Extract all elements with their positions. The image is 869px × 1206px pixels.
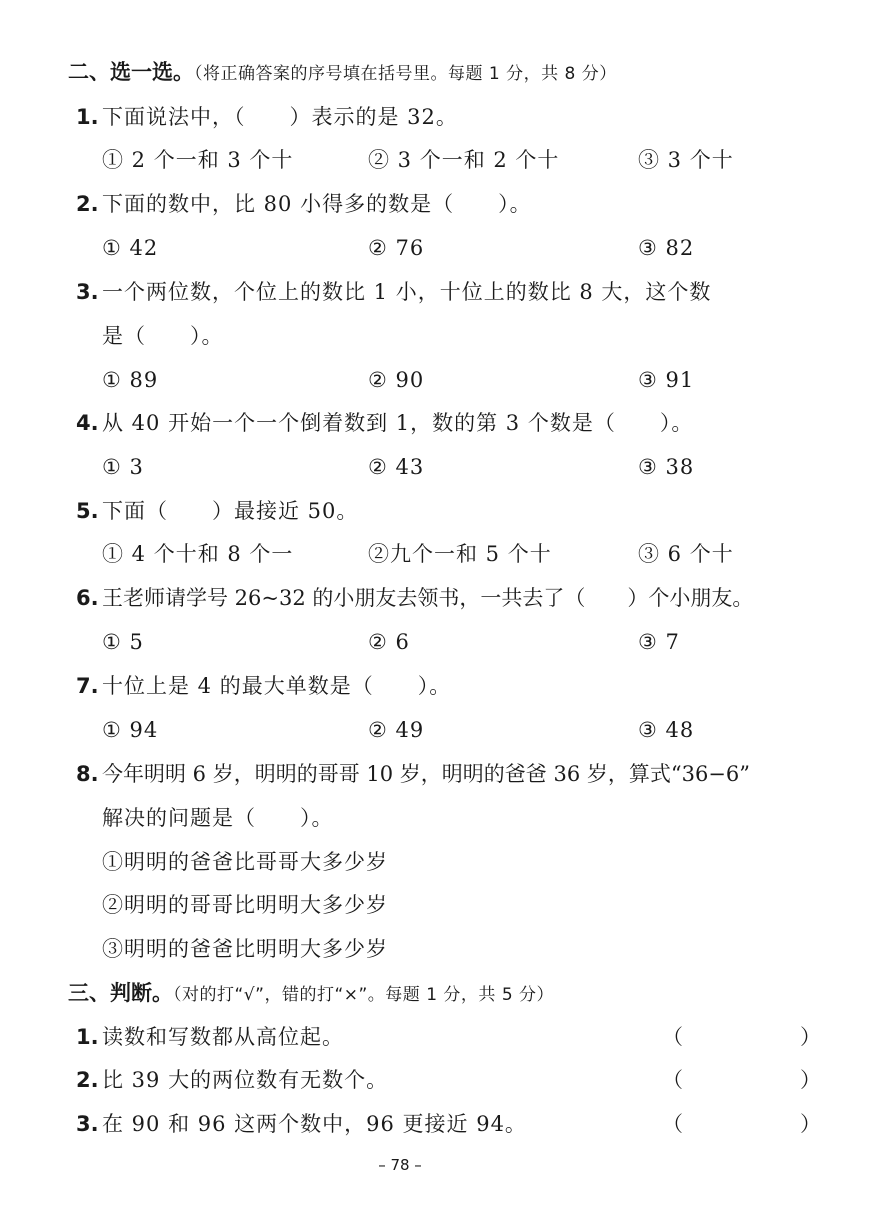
- option-1: ①明明的爸爸比哥哥大多少岁: [102, 850, 388, 874]
- option-3: ③ 7: [638, 630, 680, 654]
- option-2: ② 6: [368, 630, 410, 654]
- option-2: ②九个一和 5 个十: [368, 542, 552, 566]
- question-number: 6.: [76, 586, 99, 610]
- option-row-8a: [0, 840, 800, 884]
- option-3: ③ 91: [638, 368, 695, 392]
- question-text: 读数和写数都从高位起。: [102, 1025, 344, 1049]
- options-row-4: [0, 445, 800, 489]
- question-number: 1.: [76, 105, 99, 129]
- option-1: ① 3: [102, 455, 144, 479]
- judgment-1: [0, 1015, 869, 1059]
- option-3: ③ 6 个十: [638, 542, 734, 566]
- answer-box[interactable]: （ ）: [662, 1025, 869, 1049]
- option-1: ① 89: [102, 368, 159, 392]
- question-number: 2.: [76, 192, 99, 216]
- question-text: 今年明明 6 岁，明明的哥哥 10 岁，明明的爸爸 36 岁，算式“36−6”: [102, 762, 751, 786]
- question-number: 8.: [76, 762, 99, 786]
- question-text: 下面说法中，（ ）表示的是 32。: [102, 105, 458, 129]
- option-3: ③ 82: [638, 236, 695, 260]
- section2-heading: 二、选一选。: [68, 60, 194, 84]
- question-6: [0, 576, 800, 620]
- option-1: ① 94: [102, 718, 159, 742]
- question-8: [0, 752, 800, 796]
- option-3: ③ 3 个十: [638, 148, 734, 172]
- option-1: ① 4 个十和 8 个一: [102, 542, 294, 566]
- question-text: 下面（ ）最接近 50。: [102, 499, 359, 523]
- question-number: 5.: [76, 499, 99, 523]
- question-text: 比 39 大的两位数有无数个。: [102, 1068, 389, 1092]
- options-row-2: [0, 226, 800, 270]
- option-row-8b: [0, 883, 800, 927]
- options-row-1: [0, 138, 800, 182]
- question-number: 2.: [76, 1068, 99, 1092]
- answer-box[interactable]: （ ）: [662, 1112, 869, 1136]
- judgment-2: [0, 1058, 869, 1102]
- question-2: [0, 182, 800, 226]
- option-2: ② 90: [368, 368, 425, 392]
- option-row-8c: [0, 927, 800, 971]
- options-row-5: [0, 532, 800, 576]
- question-text-continued: 是（ ）。: [102, 324, 224, 348]
- section3-note: （对的打“√”，错的打“×”。每题 1 分，共 5 分）: [173, 985, 555, 1005]
- question-text-continued: 解决的问题是（ ）。: [102, 806, 334, 830]
- options-row-7: [0, 708, 800, 752]
- question-text: 一个两位数，个位上的数比 1 小，十位上的数比 8 大，这个数: [102, 280, 712, 304]
- options-row-3: [0, 358, 800, 402]
- option-1: ① 42: [102, 236, 159, 260]
- option-2: ②明明的哥哥比明明大多少岁: [102, 893, 388, 917]
- section2-header: [0, 50, 800, 94]
- section3-heading: 三、判断。: [68, 981, 173, 1005]
- section2-note: （将正确答案的序号填在括号里。每题 1 分，共 8 分）: [194, 64, 617, 84]
- question-3: [0, 270, 800, 314]
- question-4: [0, 401, 800, 445]
- option-1: ① 5: [102, 630, 144, 654]
- question-5: [0, 489, 800, 533]
- judgment-3: [0, 1102, 869, 1146]
- question-number: 3.: [76, 1112, 99, 1136]
- question-text: 下面的数中，比 80 小得多的数是（ ）。: [102, 192, 532, 216]
- question-text: 十位上是 4 的最大单数是（ ）。: [102, 674, 452, 698]
- option-1: ① 2 个一和 3 个十: [102, 148, 294, 172]
- question-number: 3.: [76, 280, 99, 304]
- question-text: 王老师请学号 26~32 的小朋友去领书，一共去了（ ）个小朋友。: [102, 586, 754, 610]
- page-number: – 78 –: [378, 1156, 422, 1174]
- question-8-continued: [0, 796, 800, 840]
- option-3: ③ 38: [638, 455, 695, 479]
- question-text: 在 90 和 96 这两个数中，96 更接近 94。: [102, 1112, 527, 1136]
- option-2: ② 3 个一和 2 个十: [368, 148, 560, 172]
- question-7: [0, 664, 800, 708]
- option-2: ② 43: [368, 455, 425, 479]
- question-text: 从 40 开始一个一个倒着数到 1，数的第 3 个数是（ ）。: [102, 411, 694, 435]
- option-3: ③ 48: [638, 718, 695, 742]
- section3-header: [0, 971, 800, 1015]
- question-1: [0, 95, 800, 139]
- option-2: ② 76: [368, 236, 425, 260]
- option-3: ③明明的爸爸比明明大多少岁: [102, 937, 388, 961]
- question-number: 1.: [76, 1025, 99, 1049]
- answer-box[interactable]: （ ）: [662, 1068, 869, 1092]
- options-row-6: [0, 620, 800, 664]
- question-3-continued: [0, 314, 800, 358]
- option-2: ② 49: [368, 718, 425, 742]
- question-number: 4.: [76, 411, 99, 435]
- question-number: 7.: [76, 674, 99, 698]
